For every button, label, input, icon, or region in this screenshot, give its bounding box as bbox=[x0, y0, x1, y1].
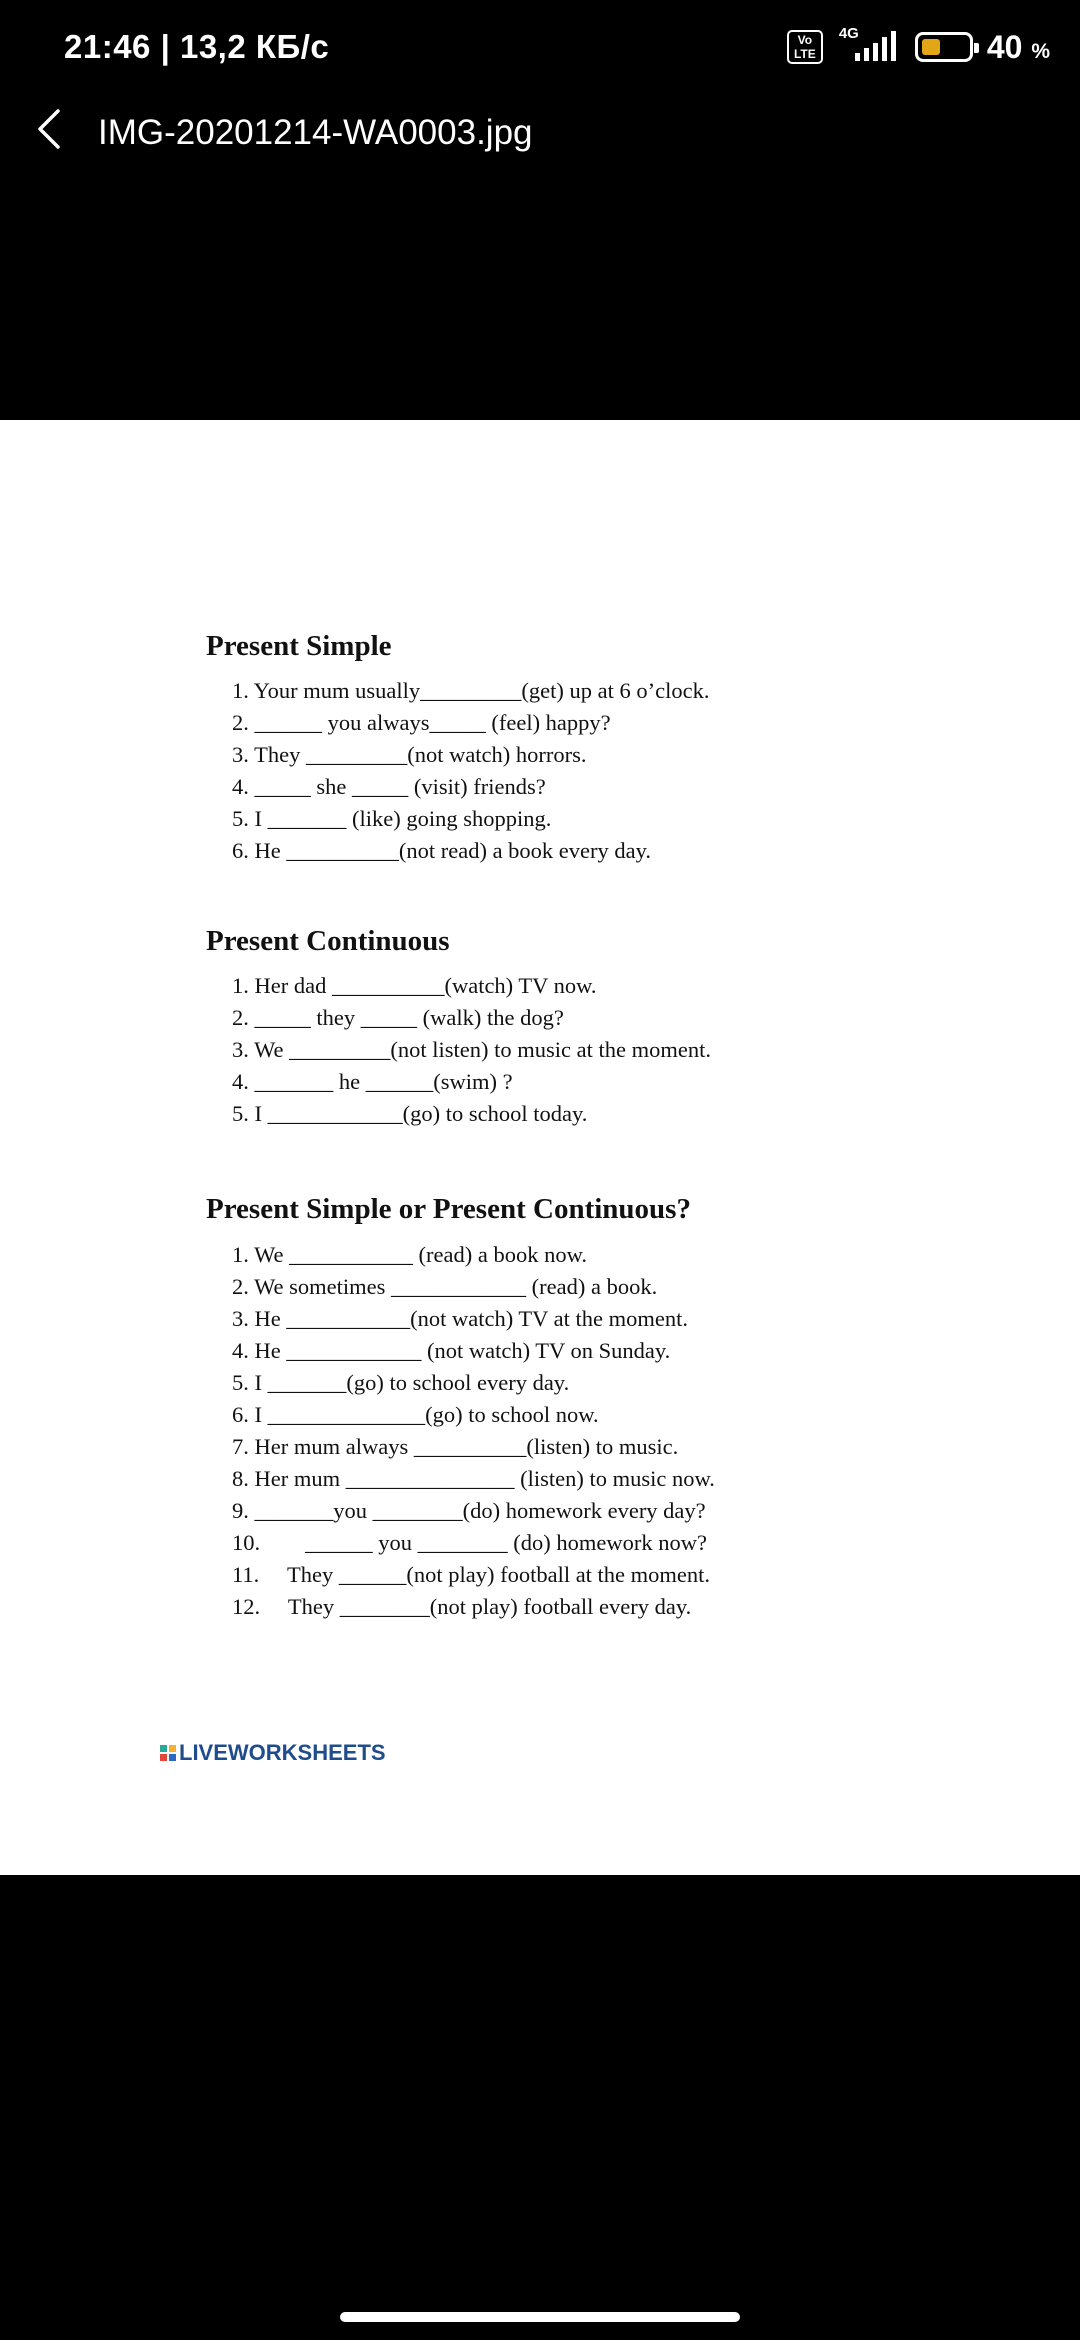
liveworksheets-logo: LIVEWORKSHEETS bbox=[160, 1740, 386, 1766]
exercise-line: 2. ______ you always_____ (feel) happy? bbox=[232, 710, 611, 735]
status-bar bbox=[0, 0, 1080, 95]
section-title-simple-or-continuous: Present Simple or Present Continuous? bbox=[206, 1193, 691, 1225]
section-title-present-continuous: Present Continuous bbox=[206, 925, 450, 957]
exercise-line: 6. He __________(not read) a book every day. bbox=[232, 838, 652, 863]
exercise-line: 11. They ______(not play) football at the moment. bbox=[232, 1562, 711, 1587]
worksheet-image[interactable] bbox=[0, 420, 1080, 1875]
exercise-line: 3. They _________(not watch) horrors. bbox=[232, 742, 587, 767]
liveworksheets-icon bbox=[160, 1745, 176, 1761]
status-icons bbox=[787, 24, 1050, 70]
viewer-title-bar bbox=[0, 95, 1080, 185]
exercise-line: 4. _____ she _____ (visit) friends? bbox=[232, 774, 546, 799]
battery-icon bbox=[915, 32, 973, 62]
chevron-left-icon[interactable] bbox=[28, 105, 76, 153]
exercise-line: 4. _______ he ______(swim) ? bbox=[232, 1069, 513, 1094]
exercise-line: 3. We _________(not listen) to music at the moment. bbox=[232, 1037, 711, 1062]
exercise-line: 1. We ___________ (read) a book now. bbox=[232, 1242, 587, 1267]
exercise-line: 2. We sometimes ____________ (read) a book. bbox=[232, 1274, 658, 1299]
exercise-line: 1. Her dad __________(watch) TV now. bbox=[232, 973, 597, 998]
signal-icon bbox=[837, 25, 901, 65]
exercise-line: 5. I ____________(go) to school today. bbox=[232, 1101, 588, 1126]
exercise-line: 2. _____ they _____ (walk) the dog? bbox=[232, 1005, 564, 1030]
exercise-line: 7. Her mum always __________(listen) to music. bbox=[232, 1434, 679, 1459]
exercise-line: 1. Your mum usually_________(get) up at 6 o’clock. bbox=[232, 678, 710, 703]
exercise-line: 5. I _______ (like) going shopping. bbox=[232, 806, 552, 831]
exercise-line: 10. ______ you ________ (do) homework now? bbox=[232, 1530, 707, 1555]
exercise-line: 12. They ________(not play) football every day. bbox=[232, 1594, 692, 1619]
battery-percent: 40 % bbox=[986, 28, 1050, 65]
exercise-line: 4. He ____________ (not watch) TV on Sunday. bbox=[232, 1338, 671, 1363]
status-time: 21:46 | 13,2 КБ/с bbox=[64, 28, 330, 65]
file-name: IMG-20201214-WA0003.jpg bbox=[98, 113, 533, 152]
home-indicator[interactable] bbox=[340, 2312, 740, 2322]
section-title-present-simple: Present Simple bbox=[206, 630, 392, 662]
exercise-line: 3. He ___________(not watch) TV at the moment. bbox=[232, 1306, 688, 1331]
exercise-line: 5. I _______(go) to school every day. bbox=[232, 1370, 570, 1395]
volte-icon: Vo LTE bbox=[787, 30, 823, 64]
network-type: 4G bbox=[838, 25, 859, 42]
exercise-line: 6. I ______________(go) to school now. bbox=[232, 1402, 599, 1427]
exercise-line: 8. Her mum _______________ (listen) to music now. bbox=[232, 1466, 715, 1491]
exercise-line: 9. _______you ________(do) homework every day? bbox=[232, 1498, 706, 1523]
